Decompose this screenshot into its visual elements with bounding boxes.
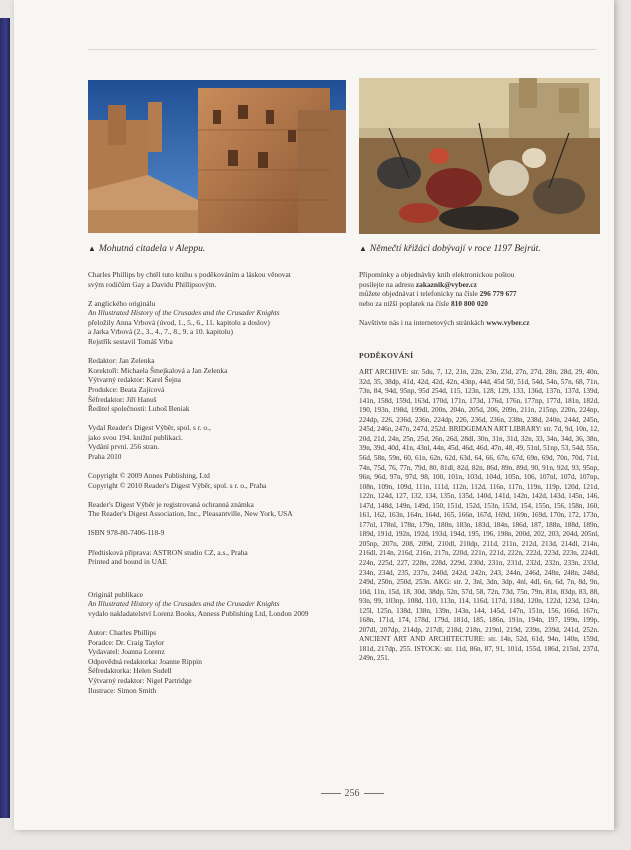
original-publication: Originál publikace An Illustrated History of the Crusades and the Crusader Knights vydalo nakladatelství Lorenz Books, Anness Publishing Ltd, London 2009 [88,589,309,618]
email-link[interactable]: zakaznik@vyber.cz [415,279,477,289]
book-spine [0,18,10,818]
phone-2: 810 800 020 [450,298,488,308]
staff: Autor: Charles Phillips Poradce: Dr. Craig Taylor Vydavatel: Joanna Lorenz Odpovědná redaktorka: Joanne Rippin Šéfredaktorka: Helen Sudell Výtvarný redaktor: Nigel Partridge Ilustrace: Simon Smith [88,628,202,695]
publisher-info: Vydal Reader's Digest Výběr, spol. s r. o., jako svou 194. knižní publikaci. Vydání první. 256 stran. Praha 2010 [88,423,211,461]
triangle-icon: ▲ [88,244,96,253]
web-link[interactable]: www.vyber.cz [486,317,530,327]
caption-left: ▲ Mohutná citadela v Aleppu. [88,243,206,254]
acknowledgements-title: PODĚKOVÁNÍ [359,351,414,361]
triangle-icon: ▲ [359,244,367,253]
editors: Redaktor: Jan Zelenka Korektoři: Michaela Šmejkalová a Jan Zelenka Výtvarný redaktor: Karel Šejna Produkce: Beata Zajícová Šéfredaktor: Jiří Hanuš Ředitel společnosti: Luboš Beniak [88,356,228,414]
translation-info: Z anglického originálu An Illustrated History of the Crusades and the Crusader Knights přeložily Anna Vrbová (úvod, 1., 5., 6., 11. kapitolu a doslov) a Jarka Vrbová (2., 3., 4., 7., 8., 9. a 10. kapitolu) Rejstřík sestavil Tomáš Vrba [88,298,280,347]
web-info: Navštivte nás i na internetových stránkách www.vyber.cz [359,317,530,327]
copyright: Copyright © 2009 Annes Publishing, Ltd Copyright © 2010 Reader's Digest Výběr, spol. s r. o., Praha [88,471,267,490]
order-info: Připomínky a objednávky knih elektronickou poštou posílejte na adresu zakaznik@vyber.cz můžete objednávat i telefonicky na čísle 296 779 677 nebo za nižší poplatek na čísle 810 800 020 [359,270,517,308]
header-rule [88,49,596,50]
phone-1: 296 779 677 [479,289,517,299]
caption-right: ▲ Němečtí křižáci dobývají v roce 1197 Bejrút. [359,243,541,254]
picture-credits: ART ARCHIVE: str. 5du, 7, 12, 21n, 22n, 23n, 23d, 27n, 27d, 28n, 28d, 29, 40n, 32d, 35, 38dp, 41d, 42d, 42d, 42n, 43np, 44d, 45d 50, 51d, 54d, 54n, 57n, 68, 71n, 73n, 84, 94d, 95np, 95d 254d, 115, 123n, 128, 129, 133, 136d, 137n, 137d, 139d, 141n, 158d, 159d, 163d, 170d, 171n, 173d, 176d, 176n, 177np, 177d, 181n, 182d, 190, 193n, 198d, 199dl, 200n, 204n, 205d, 206, 209n, 211n, 215np, 220n, 224np, 224dp, 226, 236d, 236n, 224dp, 226, 236d, 236n, 238n, 238d, 240n, 244d, 245n, 245d, 246n, 247n, 247d, 252d. BRIDGEMAN ART LIBRARY: str. 7d, 9d, 10n, 12, 20d, 21d, 24n, 25n, 25d, 26n, 26d, 28dl, 30n, 31n, 31d, 32n, 33, 34n, 34d, 36, 38n, 39n, 39d, 40d, 41n, 43nl, 44n, 45d, 46d, 46d, 47n, 48, 49, 51nl, 51np, 53, 54d, 55n, 56d, 58n, 59n, 60, 61n, 62n, 62d, 63d, 64, 66, 67n, 67d, 69n, 69d, 70n, 70d, 71d, 74n, 75d, 76, 77n, 79d, 80, 81dl, 82d, 82n, 86d, 89n, 89d, 90, 91n, 92d, 93, 95np, 96n, 96d, 97n, 97d, 98, 100, 101n, 103d, 104d, 105n, 106, 107nl, 107d, 107np, 108n, 109n, 109d, 111n, 111d, 112n, 112d, 116n, 117n, 119n, 119p, 120d, 121d, 122n, 124d, 127, 132, 134, 135n, 135d, 140d, 141d, 142n, 142d, 143d, 145n, 146, 147d, 148d, 149n, 149d, 150, 151d, 152d, 153n, 153d, 154, 155n, 156, 158n, 160, 161, 162, 163n, 164n, 164d, 165, 166n, 167d, 169d, 169n, 169d, 170n, 172, 173n, 177nl, 178nl, 178n, 179n, 180n, 183n, 183d, 184n, 186d, 187, 188n, 188d, 189n, 189d, 191d, 192n, 192d, 193d, 194d, 195, 196, 198n, 200d, 202, 203, 204d, 205nl, 205np, 207n, 208, 209d, 210dl, 210dp, 211d, 211n, 212d, 213d, 214dl, 214n, 216dl, 214n, 216d, 216n, 217n, 220d, 221n, 221d, 222n, 222d, 223d, 223n, 224dl, 224n, 225d, 227, 228n, 228d, 229d, 230d, 231n, 231d, 232d, 232n, 233n, 233d, 234n, 234d, 235, 237n, 240d, 242d, 242n, 243, 244n, 246d, 248n, 248n, 248d, 249d, 250n, 250d, 253n. AKG: str. 2, 3nl, 3dn, 3dp, 4nl, 4dl, 6n, 6d, 7n, 8d, 9n, 10d, 11n, 15d, 18, 30d, 38dp, 52n, 57d, 58, 72n, 73d, 75n, 79n, 81n, 83dp, 83, 88, 93n, 99, 103np, 108d, 110, 113n, 114, 116d, 117d, 118d, 120n, 122d, 123d, 124n, 125l, 125n, 138d, 138n, 139n, 143n, 144, 145d, 147n, 151n, 156, 166d, 167n, 168n, 171d, 174, 178d, 179d, 181d, 185, 186n, 191n, 194n, 197, 199n, 199p, 207dl, 207dp, 214dp, 217dl, 218d, 218n, 219nl, 219d, 239n, 239d, 241d, 252n. ANCIENT ART AND ARCHITECTURE: str. 14n, 52d, 61d, 94n, 140n, 159d, 181d, 217dp, 255. ISTOCK: str. 11d, 86n, 87, 91, 101d, 155d, 186d, 215nl, 237d, 249n, 251. [359,368,599,663]
crusaders-painting [359,78,600,234]
right-column [359,270,599,674]
isbn: ISBN 978-80-7406-118-9 [88,528,165,538]
trademark: Reader's Digest Výběr je registrovaná ochranná známka The Reader's Digest Association, Inc., Pleasantville, New York, USA [88,499,293,519]
aleppo-citadel-photo [88,80,346,233]
page-number: 256 [302,788,402,799]
dedication: Charles Phillips by chtěl tuto knihu s poděkováním a láskou věnovat svým rodičům Gay a Davidu Phillipsovým. [88,270,291,289]
left-column [88,270,348,705]
prepress: Předtisková příprava: ASTRON studio CZ, a.s., Praha Printed and bound in UAE [88,547,248,567]
